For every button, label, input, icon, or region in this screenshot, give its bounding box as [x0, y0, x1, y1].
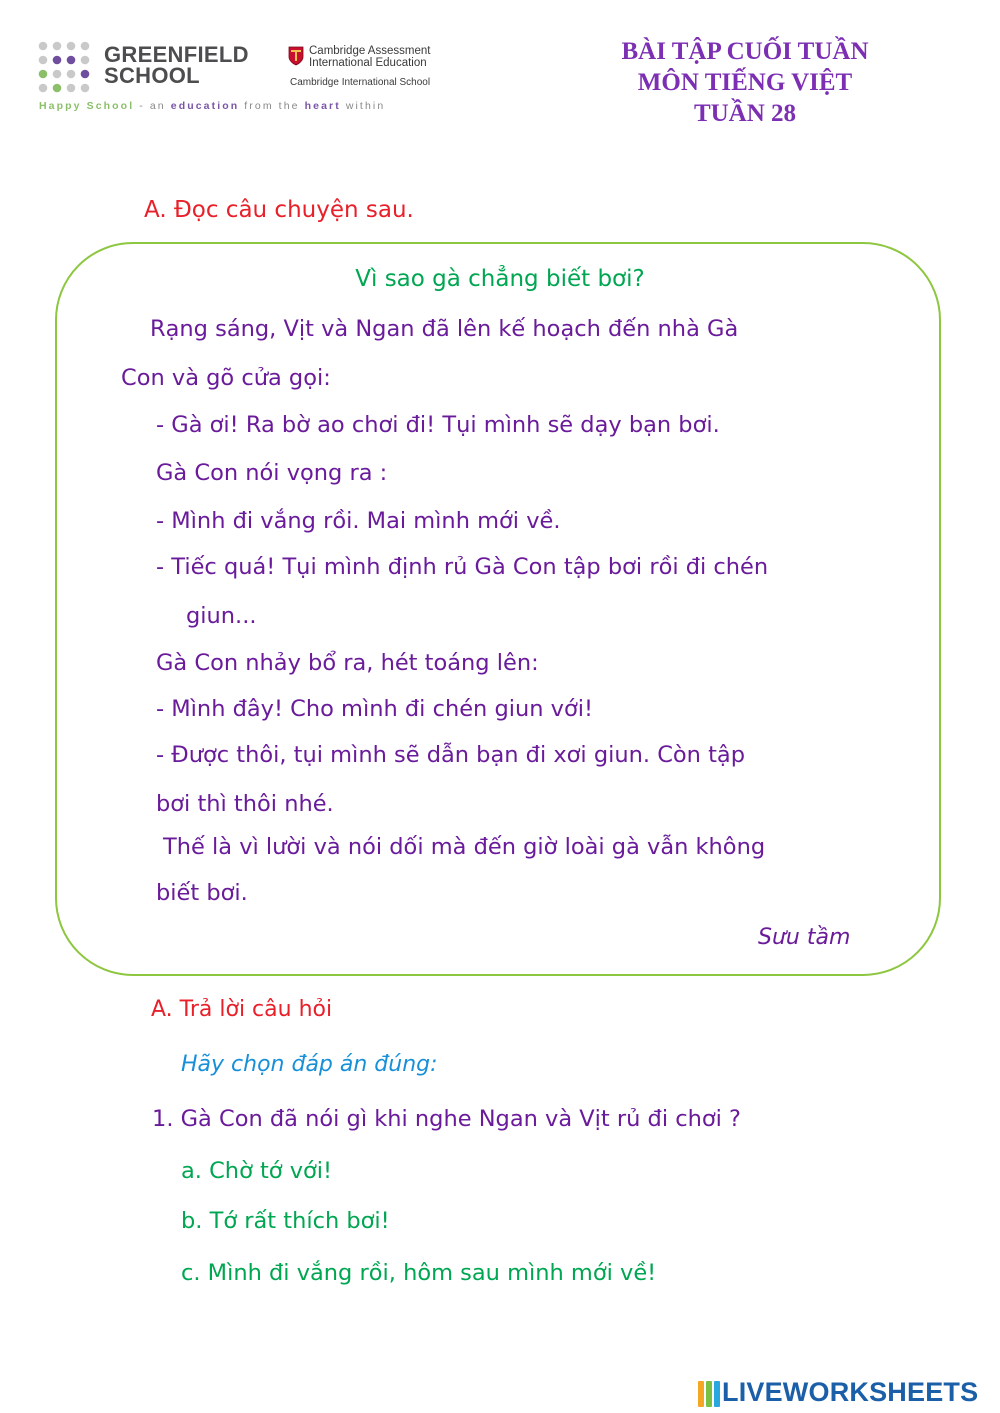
- tagline-within: within: [340, 100, 386, 112]
- school-name-line2: SCHOOL: [104, 63, 200, 88]
- story-line: - Mình đây! Cho mình đi chén giun với!: [156, 696, 594, 722]
- story-line: Con và gõ cửa gọi:: [121, 365, 331, 391]
- story-title: Vì sao gà chẳng biết bơi?: [355, 266, 645, 292]
- answer-option-c[interactable]: c. Mình đi vắng rồi, hôm sau mình mới về!: [181, 1260, 657, 1286]
- worksheet-title-line1: BÀI TẬP CUỐI TUẦN: [621, 38, 869, 65]
- story-line: Rạng sáng, Vịt và Ngan đã lên kế hoạch đến nhà Gà: [150, 316, 739, 342]
- answer-option-a[interactable]: a. Chờ tớ với!: [181, 1158, 333, 1184]
- story-line: Thế là vì lười và nói dối mà đến giờ loài gà vẫn không: [163, 834, 766, 860]
- liveworksheets-logo-icon: [698, 1381, 720, 1407]
- cambridge-line2: International Education: [309, 57, 427, 69]
- cambridge-line3: Cambridge International School: [290, 77, 431, 88]
- tagline-education: education: [170, 100, 240, 112]
- story-line: giun...: [186, 603, 257, 629]
- answer-option-b[interactable]: b. Tớ rất thích bơi!: [181, 1208, 390, 1234]
- question-1: 1. Gà Con đã nói gì khi nghe Ngan và Vịt rủ đi chơi ?: [152, 1106, 741, 1132]
- story-line: - Tiếc quá! Tụi mình định rủ Gà Con tập bơi rồi đi chén: [156, 554, 769, 580]
- story-line: Gà Con nói vọng ra :: [156, 460, 388, 486]
- school-name-line1: GREENFIELD: [104, 42, 249, 67]
- tagline-mid: - an: [134, 100, 171, 112]
- story-line: - Được thôi, tụi mình sẽ dẫn bạn đi xơi giun. Còn tập: [156, 742, 745, 768]
- worksheet-title-line3: TUẦN 28: [693, 100, 797, 127]
- tagline-happy: Happy School: [39, 100, 135, 112]
- story-credit: Sưu tầm: [758, 925, 851, 950]
- cambridge-logo-text: [309, 45, 430, 69]
- tagline-heart: heart: [304, 100, 341, 112]
- story-line: biết bơi.: [156, 880, 248, 906]
- story-line: Gà Con nhảy bổ ra, hét toáng lên:: [156, 650, 539, 676]
- section-read-heading: A. Đọc câu chuyện sau.: [144, 197, 414, 223]
- section-answer-heading: A. Trả lời câu hỏi: [151, 997, 333, 1022]
- tagline-from: from the: [239, 100, 305, 112]
- story-line: bơi thì thôi nhé.: [156, 791, 334, 817]
- worksheet-title-line2: MÔN TIẾNG VIỆT: [637, 69, 853, 96]
- cambridge-shield-icon: [288, 46, 304, 66]
- greenfield-logo-dots-icon: [38, 41, 92, 95]
- liveworksheets-brand: LIVEWORKSHEETS: [722, 1377, 979, 1407]
- school-tagline: [39, 100, 385, 112]
- instruction-text: Hãy chọn đáp án đúng:: [181, 1052, 438, 1077]
- cambridge-line1: Cambridge Assessment: [309, 45, 431, 57]
- story-line: - Gà ơi! Ra bờ ao chơi đi! Tụi mình sẽ dạy bạn bơi.: [156, 412, 720, 438]
- school-name: [104, 44, 249, 86]
- story-line: - Mình đi vắng rồi. Mai mình mới về.: [156, 508, 561, 534]
